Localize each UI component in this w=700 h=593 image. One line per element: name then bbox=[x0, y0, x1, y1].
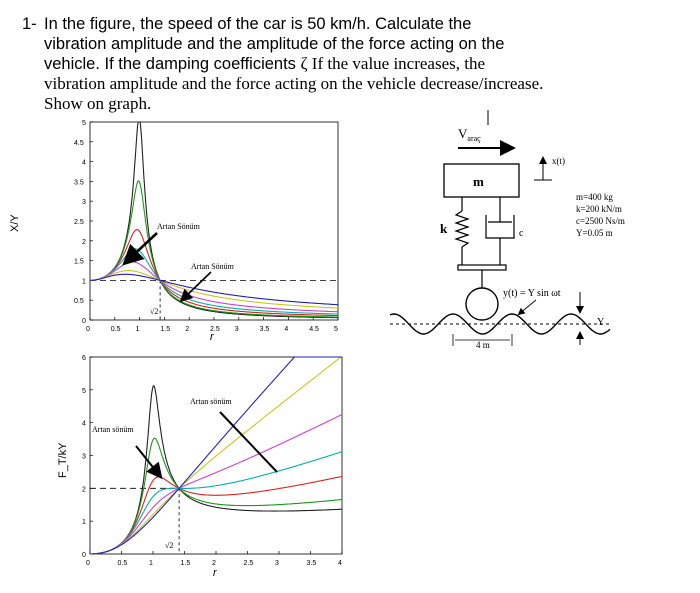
param-4: Y=0.05 m bbox=[576, 228, 613, 238]
plot1-frame bbox=[90, 122, 338, 320]
transmissibility-plot bbox=[9, 120, 338, 343]
xtick-label: 1.5 bbox=[160, 326, 171, 333]
spring bbox=[456, 211, 468, 247]
xtick-label: 0.5 bbox=[117, 560, 128, 567]
question-line-5: Show on graph. bbox=[44, 94, 152, 113]
ytick-label: 6 bbox=[82, 355, 86, 362]
plot2-ylabel: F_T/kY bbox=[57, 442, 69, 478]
wheel bbox=[466, 288, 498, 320]
xtick-label: 1 bbox=[149, 560, 153, 567]
xtick-label: 1 bbox=[135, 326, 140, 333]
xtick-label: 0 bbox=[86, 560, 90, 567]
ytick-label: 1 bbox=[82, 519, 86, 527]
force-transmissibility-plot bbox=[57, 355, 342, 579]
ytick-label: 4 bbox=[82, 159, 86, 167]
xtick-label: 5 bbox=[334, 326, 338, 333]
plot1-ylabel: X/Y bbox=[9, 214, 21, 232]
ytick-label: 3 bbox=[82, 453, 86, 461]
x-label: x(t) bbox=[552, 156, 565, 166]
ytick-label: 2 bbox=[82, 486, 86, 494]
plot2-sqrt2-label: √2 bbox=[165, 541, 174, 550]
ytick-label: 0 bbox=[82, 552, 86, 559]
ytick-label: 2 bbox=[82, 238, 86, 246]
plot2-annotation-2: Artan sönüm bbox=[190, 397, 232, 406]
xtick-label: 4 bbox=[284, 326, 289, 333]
ytick-label: 1 bbox=[82, 278, 86, 286]
xtick-label: 1.5 bbox=[180, 560, 191, 567]
xtick-label: 2.5 bbox=[210, 326, 220, 333]
ytick-label: 3 bbox=[82, 199, 86, 207]
xtick-label: 3.5 bbox=[259, 326, 270, 333]
question-line-1: In the figure, the speed of the car is 50 km/h. Calculate the bbox=[44, 15, 472, 33]
xtick-label: 0.5 bbox=[110, 326, 121, 333]
ytick-label: 4 bbox=[82, 420, 86, 428]
xtick-label: 0 bbox=[86, 326, 90, 333]
plot1-sqrt2-label: √2 bbox=[150, 307, 159, 316]
wavelength-label: 4 m bbox=[476, 340, 490, 350]
ytick-label: 1.5 bbox=[74, 258, 84, 266]
road-equation: y(t) = Y sin ωt bbox=[503, 288, 561, 299]
xtick-label: 2.5 bbox=[243, 560, 254, 567]
xtick-label: 2 bbox=[212, 560, 216, 567]
ytick-label: 5 bbox=[82, 387, 86, 395]
ytick-label: 4.5 bbox=[74, 139, 84, 147]
ytick-label: 2.5 bbox=[74, 219, 84, 226]
xtick-label: 2 bbox=[185, 326, 190, 333]
mass-label: m bbox=[473, 174, 484, 189]
param-3: c=2500 Ns/m bbox=[576, 216, 625, 226]
ytick-label: 0.5 bbox=[74, 298, 84, 306]
xtick-label: 3 bbox=[275, 560, 279, 567]
xtick-label: 3.5 bbox=[306, 560, 317, 567]
question-line-3-serif: ζ If the value increases, the bbox=[300, 54, 486, 73]
velocity-label: $V_{araç}$ bbox=[458, 126, 481, 143]
question-line-4: vibration amplitude and the force acting on the vehicle decrease/increase. bbox=[44, 74, 544, 93]
Y-label: Y bbox=[597, 317, 605, 328]
axle-plate bbox=[458, 265, 506, 270]
plot1-xlabel: r bbox=[210, 331, 214, 343]
question-line-2: vibration amplitude and the amplitude of the force acting on the bbox=[44, 35, 505, 53]
question-number: 1- bbox=[22, 15, 37, 33]
quarter-car-diagram bbox=[390, 110, 625, 350]
plot1-annotation-2: Artan Sönüm bbox=[191, 262, 234, 271]
road-pointer bbox=[519, 300, 536, 314]
xtick-label: 4 bbox=[338, 560, 342, 567]
ytick-label: 0 bbox=[82, 318, 86, 325]
k-label: k bbox=[440, 221, 448, 236]
plot2-annotation-1: Artan sönüm bbox=[92, 425, 134, 434]
param-1: m=400 kg bbox=[576, 192, 613, 202]
xtick-label: 3 bbox=[234, 326, 239, 333]
c-label: c bbox=[519, 228, 524, 239]
question-line-3-sans: vehicle. If the damping coefficients bbox=[44, 55, 301, 73]
ytick-label: 3.5 bbox=[74, 179, 84, 187]
param-2: k=200 kN/m bbox=[576, 204, 622, 214]
ytick-label: 5 bbox=[82, 120, 86, 127]
plot1-annotation-1: Artan Sönüm bbox=[157, 222, 200, 231]
plot2-xlabel: r bbox=[213, 567, 217, 579]
xtick-label: 4.5 bbox=[309, 326, 319, 333]
